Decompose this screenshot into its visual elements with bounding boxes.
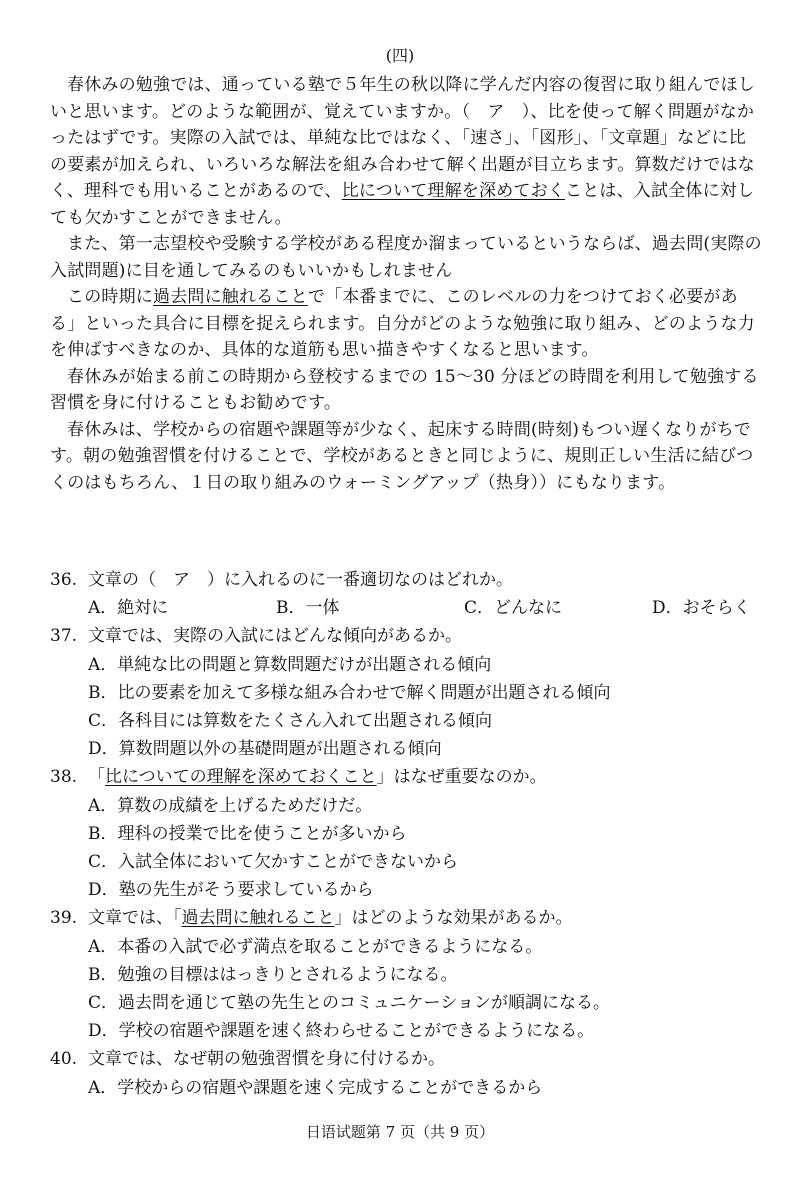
option-c[interactable]: C．入試全体において欠かすことができないから (88, 852, 459, 873)
option-a[interactable]: A．絶対に (88, 598, 169, 619)
option-a[interactable]: A．算数の成績を上げるためだけだ。 (88, 795, 373, 816)
question-number: 40. (50, 1049, 78, 1070)
question-stem: 文章では、実際の入試にはどんな傾向があるか。 (88, 626, 462, 647)
option-b[interactable]: B．比の要素を加えて多様な組み合わせで解く問題が出題される傾向 (88, 682, 611, 703)
section-title: (四) (385, 46, 415, 65)
passage-paragraph-3 (50, 284, 762, 364)
option-d[interactable]: D．塾の先生がそう要求しているから (88, 880, 374, 901)
passage-paragraph-5: 春休みは、学校からの宿題や課題等が少なく、起床する時間(時刻)もつい遅くなりがちです。朝の勉強習慣を付けることで、学校があるときと同じように、規則正しい生活に結びつくのはもちろん、１日の取り組みのウォーミングアップ（热身））にもなります。 (50, 419, 754, 493)
question-stem (88, 763, 547, 791)
page-footer: 日语试题第 7 页（共 9 页） (305, 1123, 495, 1141)
reading-passage (50, 72, 762, 496)
question-number: 37. (50, 626, 78, 647)
question-37 (50, 622, 762, 650)
underlined-phrase: 過去問に触れること (153, 287, 308, 307)
passage-text: 春休みの勉強では、通っている塾で５年生の秋以降に学んだ内容の復習に取り組んでほしいと思います。どのような範囲が、覚えていますか。（ ア ）、比を使って解く問題がなかったはずです。実際の入試では、単純な比ではなく、「速さ」、「図形」、「文章題」などに比の要素が加えられ、いろいろな解法を組み合わせて解く出題が目立ちます。算数だけではなく、理科でも用いることがあるので、 (50, 75, 755, 201)
underlined-phrase: 過去問に触れること (181, 908, 335, 929)
stem-text: 」はなぜ重要なのか。 (376, 767, 547, 788)
underlined-phrase: 比について理解を深めておく (341, 181, 565, 201)
passage-text: で「本番までに、このレベルの力をつけておく必要がある」といった具合に目標を捉えられます。自分がどのような勉強に取り組み、どのような力を伸ばすべきなのか、具体的な道筋も思い描きやすくなると思います。 (50, 287, 755, 360)
question-38 (50, 763, 762, 791)
question-number: 39. (50, 908, 78, 929)
passage-text: この時期に (67, 287, 153, 307)
option-b[interactable]: B．勉強の目標ははっきりとされるようになる。 (88, 964, 458, 985)
question-36 (50, 566, 762, 594)
option-b[interactable]: B．理科の授業で比を使うことが多いから (88, 823, 407, 844)
option-c[interactable]: C．過去問を通じて塾の先生とのコミュニケーションが順調になる。 (88, 993, 610, 1014)
stem-text: 」はどのような効果があるか。 (334, 908, 573, 929)
option-c[interactable]: C．どんなに (464, 598, 563, 619)
underlined-phrase: 比についての理解を深めておくこと (105, 767, 377, 788)
option-a[interactable]: A．学校からの宿題や課題を速く完成することができるから (88, 1077, 543, 1098)
option-c[interactable]: C．各科目には算数をたくさん入れて出題される傾向 (88, 711, 493, 732)
stem-text: 文章では、「 (88, 908, 182, 929)
question-stem: 文章では、なぜ朝の勉強習慣を身に付けるか。 (88, 1049, 445, 1070)
passage-paragraph-2: また、第一志望校や受験する学校がある程度か溜まっているというならば、過去問(実際の入試問題)に目を通してみるのもいいかもしれません (50, 234, 762, 281)
option-d[interactable]: D．学校の宿題や課題を速く終わらせることができるようになる。 (88, 1021, 595, 1042)
stem-text: 「 (88, 767, 105, 788)
question-number: 38. (50, 767, 78, 788)
option-row (50, 594, 762, 622)
option-d[interactable]: D．おそらく (652, 598, 751, 619)
question-list (50, 566, 762, 1102)
option-d[interactable]: D．算数問題以外の基礎問題が出題される傾向 (88, 739, 442, 760)
passage-text: ことは、入試全体に対しても欠かすことができません。 (50, 181, 755, 228)
option-b[interactable]: B．一体 (276, 598, 340, 619)
passage-paragraph-1 (50, 72, 762, 231)
question-number: 36. (50, 570, 78, 590)
question-stem (88, 904, 573, 932)
question-stem: 文章の（ ア ）に入れるのに一番適切なのはどれか。 (88, 570, 513, 590)
option-a[interactable]: A．本番の入試で必ず満点を取ることができるようになる。 (88, 936, 543, 957)
question-40 (50, 1045, 762, 1073)
option-a[interactable]: A．単純な比の問題と算数問題だけが出題される傾向 (88, 654, 492, 675)
question-39 (50, 904, 762, 932)
passage-paragraph-4: 春休みが始まる前この時期から登校するまでの 15～30 分ほどの時間を利用して勉強する習慣を身に付けることもお勧めです。 (50, 366, 759, 413)
